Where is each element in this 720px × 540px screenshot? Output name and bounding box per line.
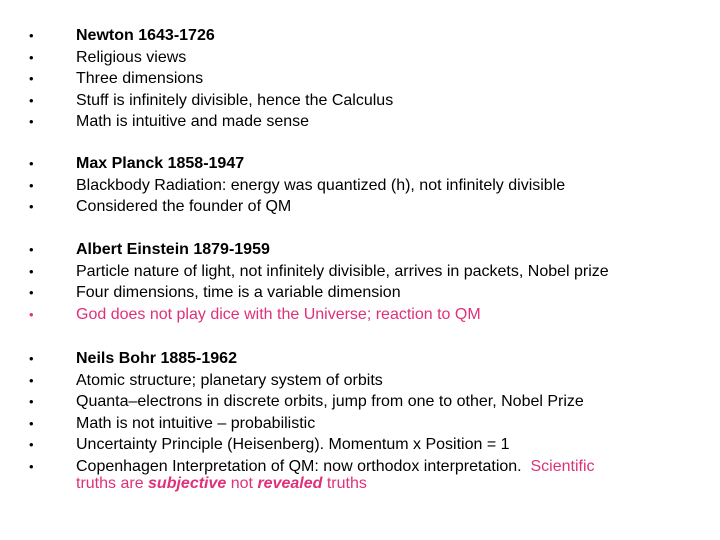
emphasized-word-revealed: revealed (257, 475, 323, 492)
list-item-text (76, 456, 595, 478)
continuation-text (76, 476, 367, 492)
list-item (0, 304, 720, 326)
list-item (0, 153, 720, 175)
list-item-heading: Albert Einstein 1879-1959 (76, 241, 270, 258)
list-item (0, 25, 720, 47)
list-item (0, 239, 720, 261)
bullet-icon: • (29, 263, 34, 279)
bullet-icon: • (29, 114, 34, 129)
list-item-text: Math is intuitive and made sense (76, 113, 310, 130)
bullet-icon: • (29, 156, 34, 171)
list-item-text: Particle nature of light, not infinitely divisible, arrives in packets, Nobel prize (76, 262, 609, 280)
list-item (0, 282, 720, 304)
list-item (0, 68, 720, 90)
list-item (0, 434, 720, 456)
bullet-group-bohr (0, 348, 720, 495)
bullet-group-planck (0, 153, 720, 218)
list-item-text: Four dimensions, time is a variable dimension (76, 284, 401, 301)
list-item-continuation (0, 477, 720, 495)
bullet-group-newton (0, 25, 720, 133)
bullet-icon: • (29, 242, 34, 257)
list-item-heading: Newton 1643-1726 (76, 27, 215, 44)
list-item-text: Math is not intuitive – probabilistic (76, 414, 316, 432)
list-item-text: Considered the founder of QM (76, 198, 292, 215)
bullet-icon: • (29, 71, 34, 86)
bullet-icon: • (29, 28, 34, 43)
list-item-text: Blackbody Radiation: energy was quantized (h), not infinitely divisible (76, 176, 566, 194)
bullet-icon: • (29, 437, 34, 452)
bullet-icon: • (29, 458, 34, 474)
list-item (0, 456, 720, 478)
bullet-icon: • (29, 415, 34, 431)
continuation-part: not (226, 475, 258, 492)
bullet-icon: • (29, 177, 34, 193)
list-item (0, 175, 720, 197)
continuation-part: truths are (76, 475, 149, 492)
list-item (0, 47, 720, 69)
list-item (0, 348, 720, 370)
bullet-icon: • (29, 351, 34, 366)
bullet-icon: • (29, 285, 34, 300)
bullet-group-einstein (0, 239, 720, 325)
list-item-heading: Max Planck 1858-1947 (76, 155, 245, 172)
list-item (0, 391, 720, 413)
continuation-part: truths (322, 475, 367, 492)
list-item-text: Religious views (76, 48, 187, 66)
list-item-text-main: Copenhagen Interpretation of QM: now orthodox interpretation. (76, 457, 522, 475)
list-item (0, 261, 720, 283)
list-item-text-highlighted: God does not play dice with the Universe; reaction to QM (76, 305, 481, 323)
list-item-text: Three dimensions (76, 70, 204, 87)
emphasized-word-subjective: subjective (148, 475, 227, 492)
list-item (0, 370, 720, 392)
bullet-icon: • (29, 92, 34, 108)
list-item-text: Stuff is infinitely divisible, hence the Calculus (76, 91, 394, 109)
list-item (0, 111, 720, 133)
bullet-icon: • (29, 372, 34, 388)
bullet-icon: • (29, 306, 34, 322)
list-item-heading: Neils Bohr 1885-1962 (76, 350, 237, 367)
list-item-text: Atomic structure; planetary system of orbits (76, 371, 383, 389)
bullet-icon: • (29, 49, 34, 65)
list-item-text-highlighted: Scientific (530, 457, 595, 475)
bullet-icon: • (29, 394, 34, 409)
list-item (0, 196, 720, 218)
list-item-text: Quanta–electrons in discrete orbits, jump from one to other, Nobel Prize (76, 393, 584, 410)
bullet-icon: • (29, 199, 34, 214)
list-item (0, 90, 720, 112)
list-item (0, 413, 720, 435)
list-item-text: Uncertainty Principle (Heisenberg). Momentum x Position = 1 (76, 436, 510, 453)
